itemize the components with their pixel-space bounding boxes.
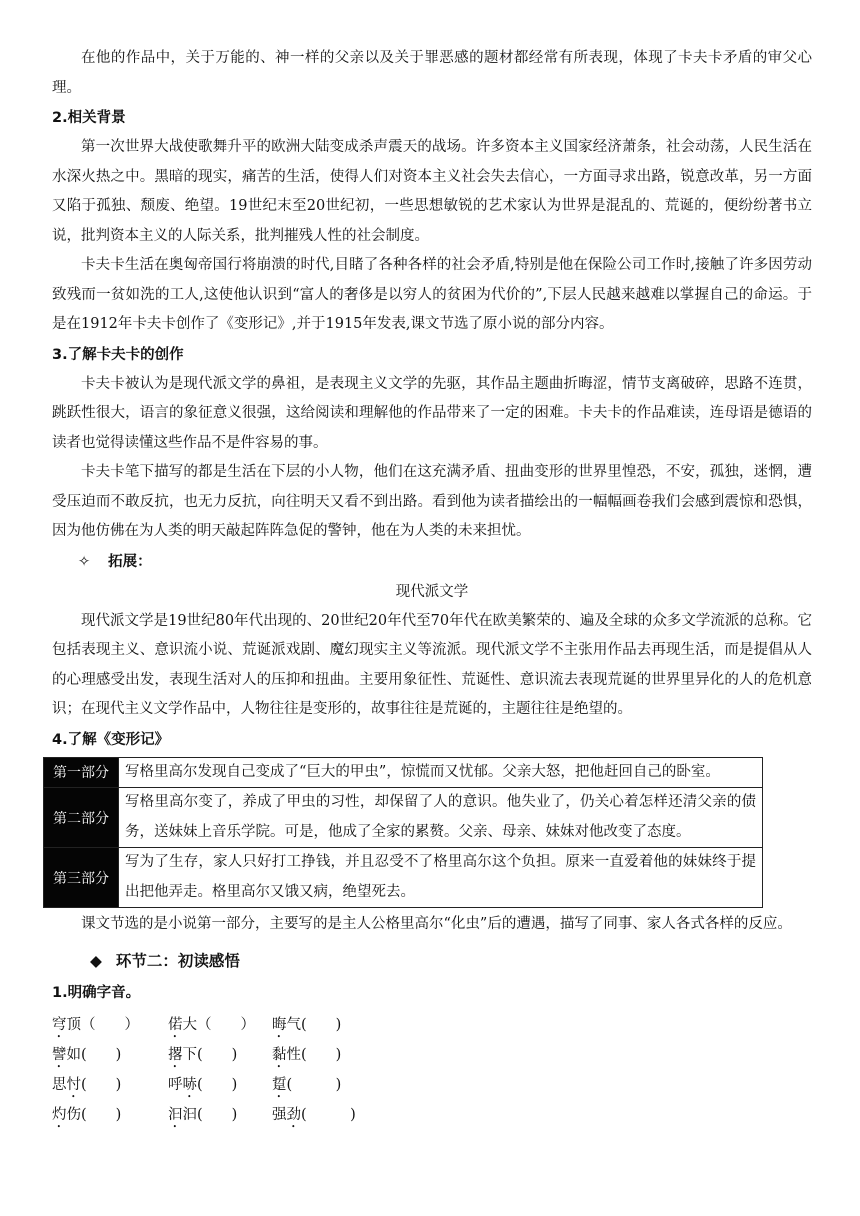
list-item xyxy=(52,1040,812,1070)
extension-label-line xyxy=(52,547,812,577)
word-item: 踅( ) xyxy=(272,1076,342,1093)
table-row xyxy=(44,848,763,908)
extension-paragraph: 现代派文学是19世纪80年代出现的、20世纪20年代至70年代在欧美繁荣的、遍及全球的众多文学流派的总称。它包括表现主义、意识流小说、荒诞派戏剧、魔幻现实主义等流派。现代派文学不主张用作品去再现生活，而是提倡从人的心理感受出发，表现生活对人的压抑和扭曲。主要用象征性、荒诞性、意识流去表现荒诞的世界里异化的人的危机意识；在现代主义文学作品中，人物往往是变形的，故事往往是荒诞的，主题往往是绝望的。 xyxy=(52,612,812,717)
kafka-works-paragraph-1: 卡夫卡被认为是现代派文学的鼻祖，是表现主义文学的先驱，其作品主题曲折晦涩，情节支离破碎，思路不连贯，跳跃性很大，语言的象征意义很强，这给阅读和理解他的作品带来了一定的困难。卡夫卡的作品难读，连母语是德语的读者也觉得读懂这些作品不是件容易的事。 xyxy=(52,375,812,451)
table-row xyxy=(44,757,763,788)
word-item: 穹顶（ ） xyxy=(52,1016,139,1033)
kafka-works-paragraph-2: 卡夫卡笔下描写的都是生活在下层的小人物，他们在这充满矛盾、扭曲变形的世界里惶恐，不安，孤独，迷惘，遭受压迫而不敢反抗，也无力反抗，向往明天又看不到出路。看到他为读者描绘出的一幅幅画卷我们会感到震惊和恐惧，因为他仿佛在为人类的明天敲起阵阵急促的警钟，他在为人类的未来担忧。 xyxy=(52,464,812,539)
diamond-icon: ◆ xyxy=(90,951,102,970)
table-row xyxy=(44,788,763,848)
heading-metamorphosis: 4.了解《变形记》 xyxy=(52,731,170,748)
document-page xyxy=(52,44,812,1130)
section-title: 环节二：初读感悟 xyxy=(115,951,240,970)
sparkle-icon: ✧ xyxy=(78,553,91,570)
part-description: 写格里高尔变了，养成了甲虫的习性，却保留了人的意识。他失业了，仍关心着怎样还清父亲的债务，送妹妹上音乐学院。可是，他成了全家的累赘。父亲、母亲、妹妹对他改变了态度。 xyxy=(119,788,763,848)
list-item xyxy=(52,1070,812,1100)
word-item: 灼伤( ) xyxy=(52,1106,122,1123)
extension-title: 现代派文学 xyxy=(395,583,469,600)
list-item xyxy=(52,1010,812,1040)
background-paragraph-2: 卡夫卡生活在奥匈帝国行将崩溃的时代,目睹了各种各样的社会矛盾,特别是他在保险公司工作时,接触了许多因劳动致残而一贫如洗的工人,这使他认识到“富人的奢侈是以穷人的贫困为代价的”,下层人民越来越难以掌握自己的命运。于是在1912年卡夫卡创作了《变形记》,并于1915年发表,课文节选了原小说的部分内容。 xyxy=(52,257,812,332)
heading-related-background: 2.相关背景 xyxy=(52,110,126,126)
extension-label: 拓展： xyxy=(108,553,152,570)
pronunciation-grid xyxy=(52,1010,812,1130)
word-item: 思忖( ) xyxy=(52,1076,122,1093)
heading-pronunciation: 1.明确字音。 xyxy=(52,984,141,1001)
parts-table xyxy=(43,757,763,909)
word-item: 黏性( ) xyxy=(272,1046,342,1063)
part-description: 写格里高尔发现自己变成了“巨大的甲虫”，惊慌而又忧郁。父亲大怒，把他赶回自己的卧室。 xyxy=(119,757,763,788)
intro-paragraph: 在他的作品中，关于万能的、神一样的父亲以及关于罪恶感的题材都经常有所表现，体现了卡夫卡矛盾的审父心理。 xyxy=(52,50,812,96)
word-item: 汩汩( ) xyxy=(168,1106,238,1123)
word-item: 撂下( ) xyxy=(168,1046,238,1063)
word-item: 譬如( ) xyxy=(52,1046,122,1063)
list-item xyxy=(52,1100,812,1130)
section-heading-first-reading xyxy=(52,944,812,978)
part-description: 写为了生存，家人只好打工挣钱，并且忍受不了格里高尔这个负担。原来一直爱着他的妹妹终于提出把他弄走。格里高尔又饿又病，绝望死去。 xyxy=(119,848,763,908)
part-label: 第一部分 xyxy=(44,757,119,788)
part-label: 第三部分 xyxy=(44,848,119,908)
word-item: 晦气( ) xyxy=(272,1016,342,1033)
word-item: 呼哧( ) xyxy=(168,1076,238,1093)
part-label: 第二部分 xyxy=(44,788,119,848)
word-item: 偌大（ ） xyxy=(168,1016,255,1033)
background-paragraph-1: 第一次世界大战使歌舞升平的欧洲大陆变成杀声震天的战场。许多资本主义国家经济萧条，社会动荡，人民生活在水深火热之中。黑暗的现实，痛苦的生活，使得人们对资本主义社会失去信心，一方面寻求出路，锐意改革，另一方面又陷于孤独、颓废、绝望。19世纪末至20世纪初，一些思想敏锐的艺术家认为世界是混乱的、荒诞的，便纷纷著书立说，批判资本主义的人际关系，批判摧残人性的社会制度。 xyxy=(52,139,812,244)
word-item: 强劲( ) xyxy=(272,1106,356,1123)
excerpt-summary: 课文节选的是小说第一部分，主要写的是主人公格里高尔“化虫”后的遭遇，描写了同事、家人各式各样的反应。 xyxy=(81,916,792,932)
heading-kafka-works: 3.了解卡夫卡的创作 xyxy=(52,346,184,363)
